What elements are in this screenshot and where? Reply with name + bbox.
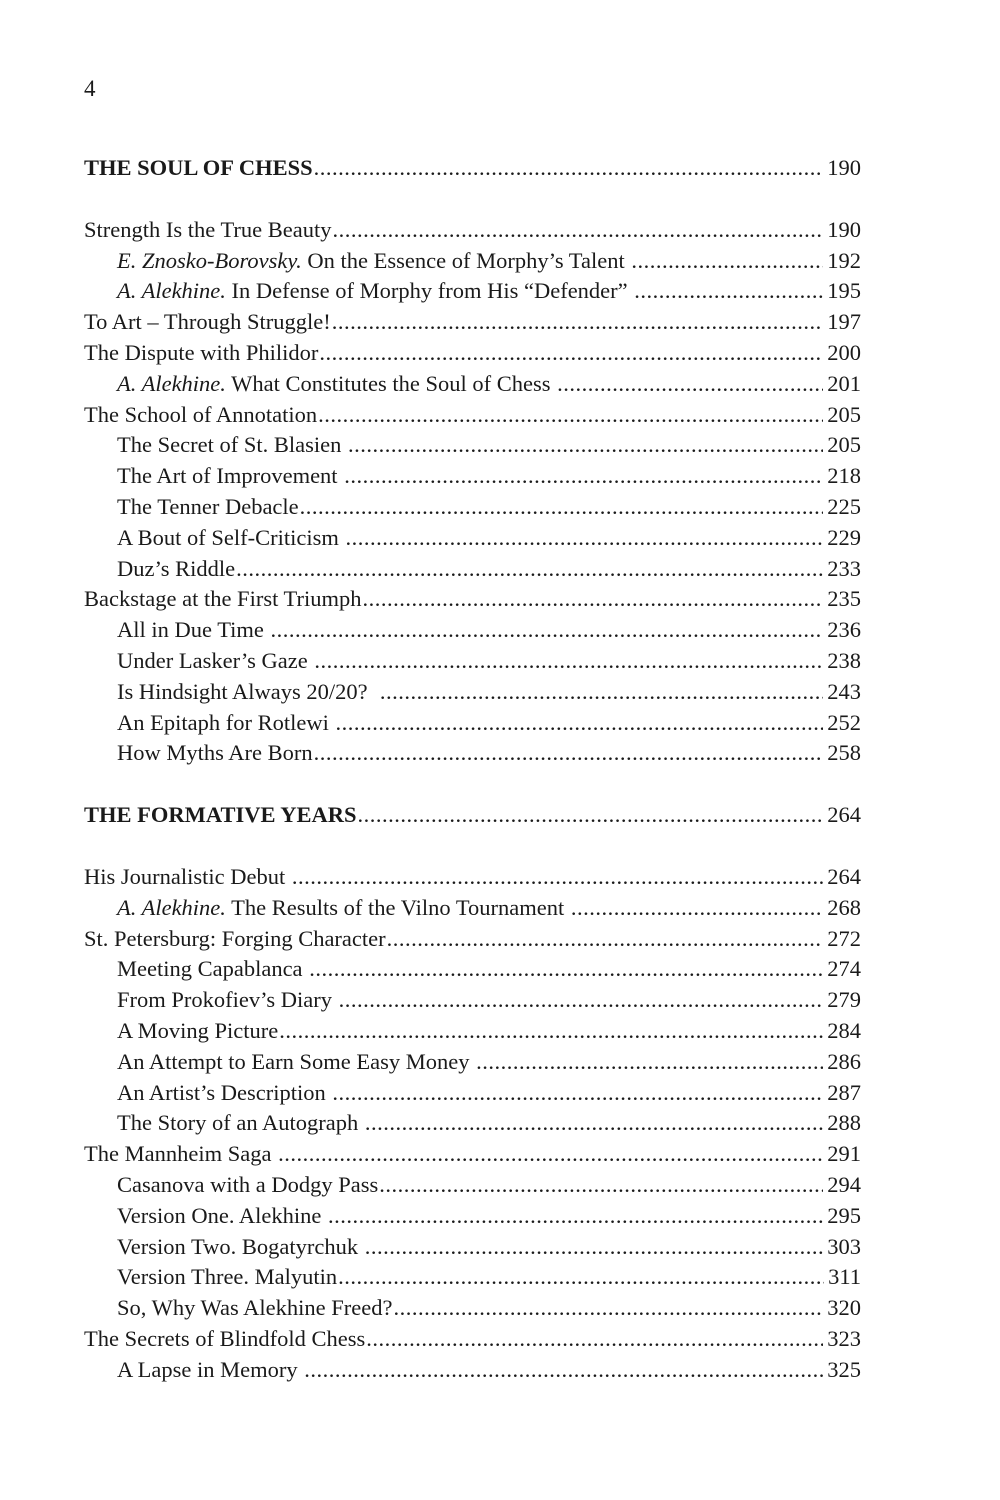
toc-subentry [84,276,861,307]
toc-page-number: 264 [827,863,861,889]
toc-subentry [84,461,861,492]
toc-entry-title [117,708,334,739]
dot-leader [332,1078,823,1109]
toc-entry-title-text: From Prokofiev’s Diary [117,987,338,1013]
toc-page-number: 243 [827,678,861,704]
toc-entry-title [84,862,291,893]
section-spacer [84,831,861,862]
toc-page-number: 205 [827,432,861,458]
toc-page-number: 284 [827,1017,861,1043]
toc-entry-title-text: Under Lasker’s Gaze [117,647,314,673]
toc-entry [84,338,861,369]
toc-subentry [84,492,861,523]
toc-entry [84,215,861,246]
toc-entry-title-text: The Mannheim Saga [84,1141,278,1167]
page-number: 4 [84,76,96,101]
toc-page-number: 201 [827,370,861,396]
toc-entry-title-text: The Secrets of Blindfold Chess [84,1325,366,1351]
dot-leader [332,307,824,338]
dot-leader [278,1139,823,1170]
toc-entry-title-text: The Dispute with Philidor [84,339,319,365]
toc-entry-title [117,369,556,400]
toc-entry [84,307,861,338]
toc-entry-title-text: An Attempt to Earn Some Easy Money [117,1048,476,1074]
dot-leader [309,954,823,985]
toc-entry [84,400,861,431]
toc-entry-title-text: A Bout of Self-Criticism [117,524,345,550]
toc-entry-title-text: His Journalistic Debut [84,863,291,889]
toc-subentry [84,1201,861,1232]
toc-entry-title [84,307,331,338]
toc-entry-title [84,1139,277,1170]
dot-leader [339,985,824,1016]
toc-entry-title-text: What Constitutes the Soul of Chess [225,370,557,396]
dot-leader [314,646,823,677]
dot-leader [387,924,824,955]
toc-entry-title [117,1201,327,1232]
dot-leader [634,276,823,307]
toc-entry-title [117,276,633,307]
toc-section-heading [84,800,861,831]
toc-entry-title [117,646,313,677]
table-of-contents [84,153,861,1385]
toc-page-number: 258 [827,740,861,766]
toc-entry-title [117,554,235,585]
toc-page-number: 195 [827,278,861,304]
dot-leader [358,800,824,831]
toc-page-number: 274 [827,956,861,982]
dot-leader [236,554,823,585]
dot-leader [571,893,823,924]
toc-entry-title [84,1324,365,1355]
dot-leader [300,492,824,523]
toc-entry-title [117,1262,337,1293]
toc-entry-title-text: The Secret of St. Blasien [117,432,347,458]
toc-section-heading [84,153,861,184]
toc-entry-title [117,1170,378,1201]
toc-page-number: 286 [827,1048,861,1074]
toc-entry [84,924,861,955]
toc-subentry [84,954,861,985]
toc-entry-title-text: Strength Is the True Beauty [84,216,332,242]
dot-leader [476,1047,823,1078]
dot-leader [319,338,823,369]
toc-entry-title-text: Meeting Capablanca [117,956,309,982]
dot-leader [344,461,823,492]
toc-entry-title-text: On the Essence of Morphy’s Talent [301,247,631,273]
toc-entry-title-text: An Artist’s Description [117,1079,332,1105]
dot-leader [328,1201,823,1232]
dot-leader [380,677,823,708]
toc-subentry [84,1262,861,1293]
toc-subentry [84,646,861,677]
toc-entry-title-text: The Tenner Debacle [117,493,299,519]
toc-entry-title [117,615,270,646]
toc-page-number: 294 [827,1171,861,1197]
toc-subentry [84,1016,861,1047]
toc-entry-title-text: So, Why Was Alekhine Freed? [117,1295,393,1321]
toc-entry-title [84,800,357,831]
toc-page-number: 197 [827,309,861,335]
dot-leader [292,862,823,893]
toc-entry-title [84,924,386,955]
toc-entry-title-text: THE SOUL OF CHESS [84,155,313,180]
toc-entry-title [117,492,299,523]
toc-entry-title-text: Is Hindsight Always 20/20? [117,678,379,704]
toc-entry-title [117,954,308,985]
toc-subentry [84,1078,861,1109]
toc-page-number: 252 [827,709,861,735]
toc-page-number: 218 [827,463,861,489]
toc-entry-title [117,985,338,1016]
toc-entry-title [117,1355,303,1386]
toc-page-number: 291 [827,1141,861,1167]
toc-page-number: 295 [827,1202,861,1228]
section-spacer [84,184,861,215]
toc-entry [84,862,861,893]
toc-entry-title-text: The Story of an Autograph [117,1110,364,1136]
toc-page-number: 190 [827,155,861,180]
toc-page-number: 235 [827,586,861,612]
toc-entry-title [84,215,332,246]
toc-entry-title-text: Version One. Alekhine [117,1202,327,1228]
toc-entry-title [117,1047,475,1078]
toc-entry-author: A. Alekhine. [117,370,226,396]
toc-entry-title-text: To Art – Through Struggle! [84,309,331,335]
dot-leader [379,1170,823,1201]
dot-leader [318,400,823,431]
toc-subentry [84,677,861,708]
toc-entry-title-text: An Epitaph for Rotlewi [117,709,335,735]
toc-subentry [84,1355,861,1386]
dot-leader [333,215,824,246]
toc-subentry [84,523,861,554]
dot-leader [338,1262,824,1293]
toc-entry-title-text: Duz’s Riddle [117,555,236,581]
toc-page-number: 205 [827,401,861,427]
toc-subentry [84,369,861,400]
section-spacer [84,769,861,800]
toc-entry-title-text: The Art of Improvement [117,463,344,489]
toc-entry-title [117,1293,392,1324]
dot-leader [271,615,824,646]
toc-page-number: 229 [827,524,861,550]
dot-leader [393,1293,823,1324]
toc-page-number: 311 [828,1264,861,1290]
dot-leader [366,1324,823,1355]
toc-entry-title-text: Casanova with a Dodgy Pass [117,1171,379,1197]
toc-subentry [84,1108,861,1139]
toc-subentry [84,1170,861,1201]
dot-leader [557,369,823,400]
toc-entry-title [117,893,570,924]
dot-leader [631,246,823,277]
toc-entry-title-text: The School of Annotation [84,401,318,427]
toc-entry-title [84,338,318,369]
toc-entry-title [117,1108,364,1139]
toc-subentry [84,554,861,585]
toc-page-number: 192 [827,247,861,273]
dot-leader [365,1232,824,1263]
toc-page-number: 264 [827,802,861,828]
dot-leader [346,523,824,554]
toc-entry-title [84,153,313,184]
toc-page-number: 190 [827,216,861,242]
toc-entry-title-text: A Moving Picture [117,1017,279,1043]
toc-entry-title [117,1078,331,1109]
toc-entry-title [117,246,630,277]
toc-entry-title-text: The Results of the Vilno Tournament [225,894,570,920]
dot-leader [335,708,823,739]
toc-entry-author: A. Alekhine. [117,894,226,920]
toc-entry-title [84,584,362,615]
toc-subentry [84,708,861,739]
toc-page-number: 303 [827,1233,861,1259]
toc-entry-title [117,1016,278,1047]
toc-entry-title-text: Version Two. Bogatyrchuk [117,1233,364,1259]
toc-subentry [84,985,861,1016]
toc-entry-author: A. Alekhine. [117,278,226,304]
dot-leader [314,153,824,184]
toc-entry-title [117,523,345,554]
dot-leader [304,1355,823,1386]
toc-page-number: 279 [827,987,861,1013]
toc-page-number: 323 [827,1325,861,1351]
toc-page-number: 238 [827,647,861,673]
toc-page-number: 268 [827,894,861,920]
toc-entry-title [117,1232,364,1263]
toc-page-number: 287 [827,1079,861,1105]
toc-page-number: 225 [827,493,861,519]
toc-subentry [84,1232,861,1263]
toc-entry-title [117,461,343,492]
toc-entry-title [117,738,313,769]
toc-entry-title-text: Backstage at the First Triumph [84,586,362,612]
toc-entry [84,584,861,615]
toc-entry-title [117,677,379,708]
toc-entry-title-text: In Defense of Morphy from His “Defender” [225,278,634,304]
toc-entry-title-text: All in Due Time [117,617,270,643]
toc-entry [84,1139,861,1170]
toc-entry-title-text: THE FORMATIVE YEARS [84,802,357,828]
dot-leader [279,1016,823,1047]
dot-leader [365,1108,823,1139]
toc-entry-title-text: How Myths Are Born [117,740,313,766]
toc-entry-title [117,430,347,461]
toc-subentry [84,430,861,461]
toc-page-number: 236 [827,617,861,643]
toc-entry [84,1324,861,1355]
toc-subentry [84,893,861,924]
toc-entry-title-text: Version Three. Malyutin [117,1264,338,1290]
toc-entry-title-text: A Lapse in Memory [117,1356,304,1382]
toc-entry-title [84,400,317,431]
dot-leader [363,584,824,615]
toc-subentry [84,1293,861,1324]
dot-leader [348,430,823,461]
toc-page-number: 325 [827,1356,861,1382]
toc-page-number: 272 [827,925,861,951]
toc-entry-author: E. Znosko-Borovsky. [117,247,302,273]
toc-entry-title-text: St. Petersburg: Forging Character [84,925,386,951]
toc-subentry [84,615,861,646]
toc-page-number: 320 [827,1295,861,1321]
toc-subentry [84,1047,861,1078]
toc-page-number: 200 [827,339,861,365]
toc-page-number: 288 [827,1110,861,1136]
dot-leader [314,738,824,769]
toc-page-number: 233 [827,555,861,581]
toc-subentry [84,738,861,769]
toc-subentry [84,246,861,277]
